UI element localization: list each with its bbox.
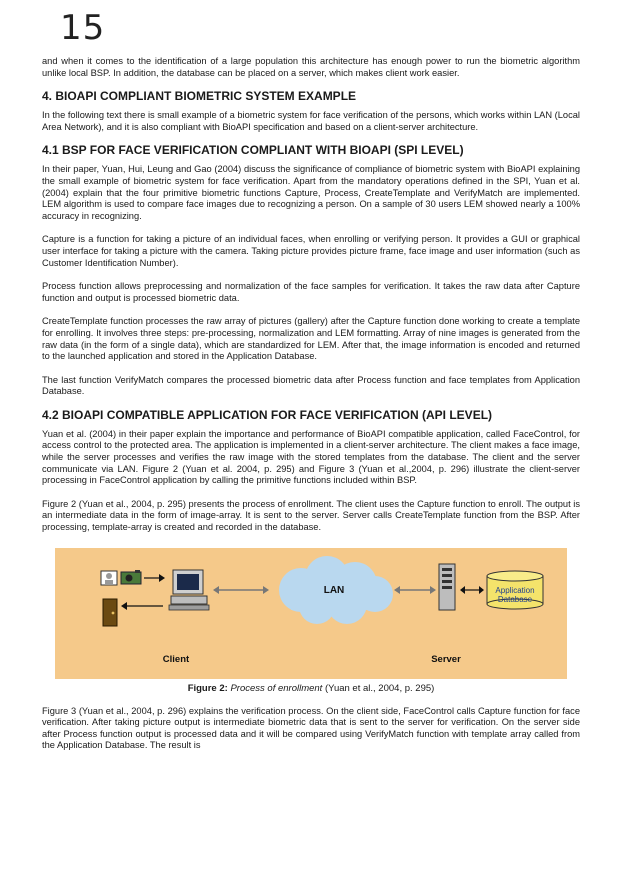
enrollment-diagram — [55, 548, 567, 679]
section-4-1-paragraph-1: In their paper, Yuan, Hui, Leung and Gao (2004) discuss the significance of compliance of biometric system with BioAPI explaining the small example of biometric system for face verification. Apart from the mandatory operations defined in the SPI, Yuan et al. (2004) explain that the four primitive biometric functions Capture, Process, CreateTemplate and VerifyMatch are implemented. LEM algorithm is used to compare face images due to recognizing a person. On a sample of 30 users LEM showed nearly a 100% accuracy in recognizing. — [42, 164, 580, 221]
figure-caption-label: Figure 2: — [187, 682, 228, 694]
capture-arrow-icon — [144, 574, 165, 582]
client-computer-icon — [169, 570, 209, 610]
lan-server-arrow-icon — [394, 586, 436, 594]
door-icon — [103, 599, 117, 626]
section-4-1-heading: 4.1 BSP FOR FACE VERIFICATION COMPLIANT WITH BIOAPI (SPI LEVEL) — [42, 143, 464, 158]
section-4-2-paragraph-2: Figure 2 (Yuan et al., 2004, p. 295) presents the process of enrollment. The client uses the Capture function to enroll. The output is an intermediate data in the form of image-array. It is sent to the server. Server calls CreateTemplate function from the BSP. After processing, template-array is created and recorded in the database. — [42, 498, 580, 533]
section-4-1-paragraph-5: The last function VerifyMatch compares the processed biometric data after Process function and face templates from Application Database. — [42, 374, 580, 397]
server-db-arrow-icon — [460, 586, 484, 594]
figure-caption-title: Process of enrollment — [230, 682, 323, 694]
client-label: Client — [162, 653, 190, 665]
section-4-1-paragraph-4: CreateTemplate function processes the raw array of pictures (gallery) after the Capture function done working to create a template for enrolling. It involves three steps: pre-processing, normalization and LEM formatting. Array of nine images is generated from the raw data (in the form of a single data), which are standardized for LEM. After that, the image information is encoded and returned to the launched application and stored in the Application Database. — [42, 316, 580, 362]
enrollment-figure — [55, 548, 567, 679]
figure-caption-source: (Yuan et al., 2004, p. 295) — [324, 682, 435, 694]
client-lan-arrow-icon — [213, 586, 269, 594]
intro-paragraph: and when it comes to the identification of a large population this architecture has enough power to run the biometric algorithm unlike local BSP. In addition, the database can be placed on a server, which makes client work easier. — [42, 56, 580, 78]
access-arrow-icon — [121, 602, 163, 610]
user-photo-icon — [101, 571, 117, 585]
server-tower-icon — [439, 564, 455, 610]
server-label: Server — [431, 653, 461, 665]
camera-icon — [121, 570, 141, 584]
section-4-paragraph: In the following text there is small example of a biometric system for face verification of the persons, which works within LAN (Local Area Network), and it is also compliant with BioAPI specification and based on a client-server architecture. — [42, 110, 580, 132]
page-content — [42, 56, 580, 752]
figure-caption — [42, 683, 580, 694]
page-number: 15 — [60, 8, 106, 48]
section-4-heading: 4. BIOAPI COMPLIANT BIOMETRIC SYSTEM EXAMPLE — [42, 89, 357, 104]
lan-label: LAN — [323, 584, 345, 596]
database-label-line2: Database — [497, 594, 533, 604]
section-4-2-paragraph-1: Yuan et al. (2004) in their paper explain the importance and performance of BioAPI compatible application, called FaceControl, for access control to the protected area. The application is implemented in a client-server architecture. The client makes a face image, while the server processes and verifies the raw image with the stored templates from the database. The client and the server communicate via LAN. Figure 2 (Yuan et al. 2004, p. 295) and Figure 3 (Yuan et al.,2004, p. 296) illustrate the client-server processing in FaceControl application by calling the primitive functions included within BSP. — [42, 428, 580, 486]
section-4-2-paragraph-3: Figure 3 (Yuan et al., 2004, p. 296) explains the verification process. On the client side, FaceControl calls Capture function for face verification. After taking picture output is intermediate biometric data that is sent to the server for verification. On the server side after Process function output is processed data and it will be compared using VerifyMatch function with template array called from the Application Database. The result is — [42, 705, 580, 751]
section-4-1-paragraph-3: Process function allows preprocessing and normalization of the face samples for verification. It takes the raw data after Capture function and output is processed biometric data. — [42, 281, 580, 303]
section-4-1-paragraph-2: Capture is a function for taking a picture of an individual faces, when enrolling or verifying person. It provides a GUI or graphical user interface for taking a picture with the camera. Taking picture provides picture frame, face image and user information (such as Customer Identification Number). — [42, 234, 580, 268]
database-label-line1: Application — [495, 585, 535, 595]
section-4-2-heading: 4.2 BIOAPI COMPATIBLE APPLICATION FOR FACE VERIFICATION (API LEVEL) — [42, 407, 493, 422]
